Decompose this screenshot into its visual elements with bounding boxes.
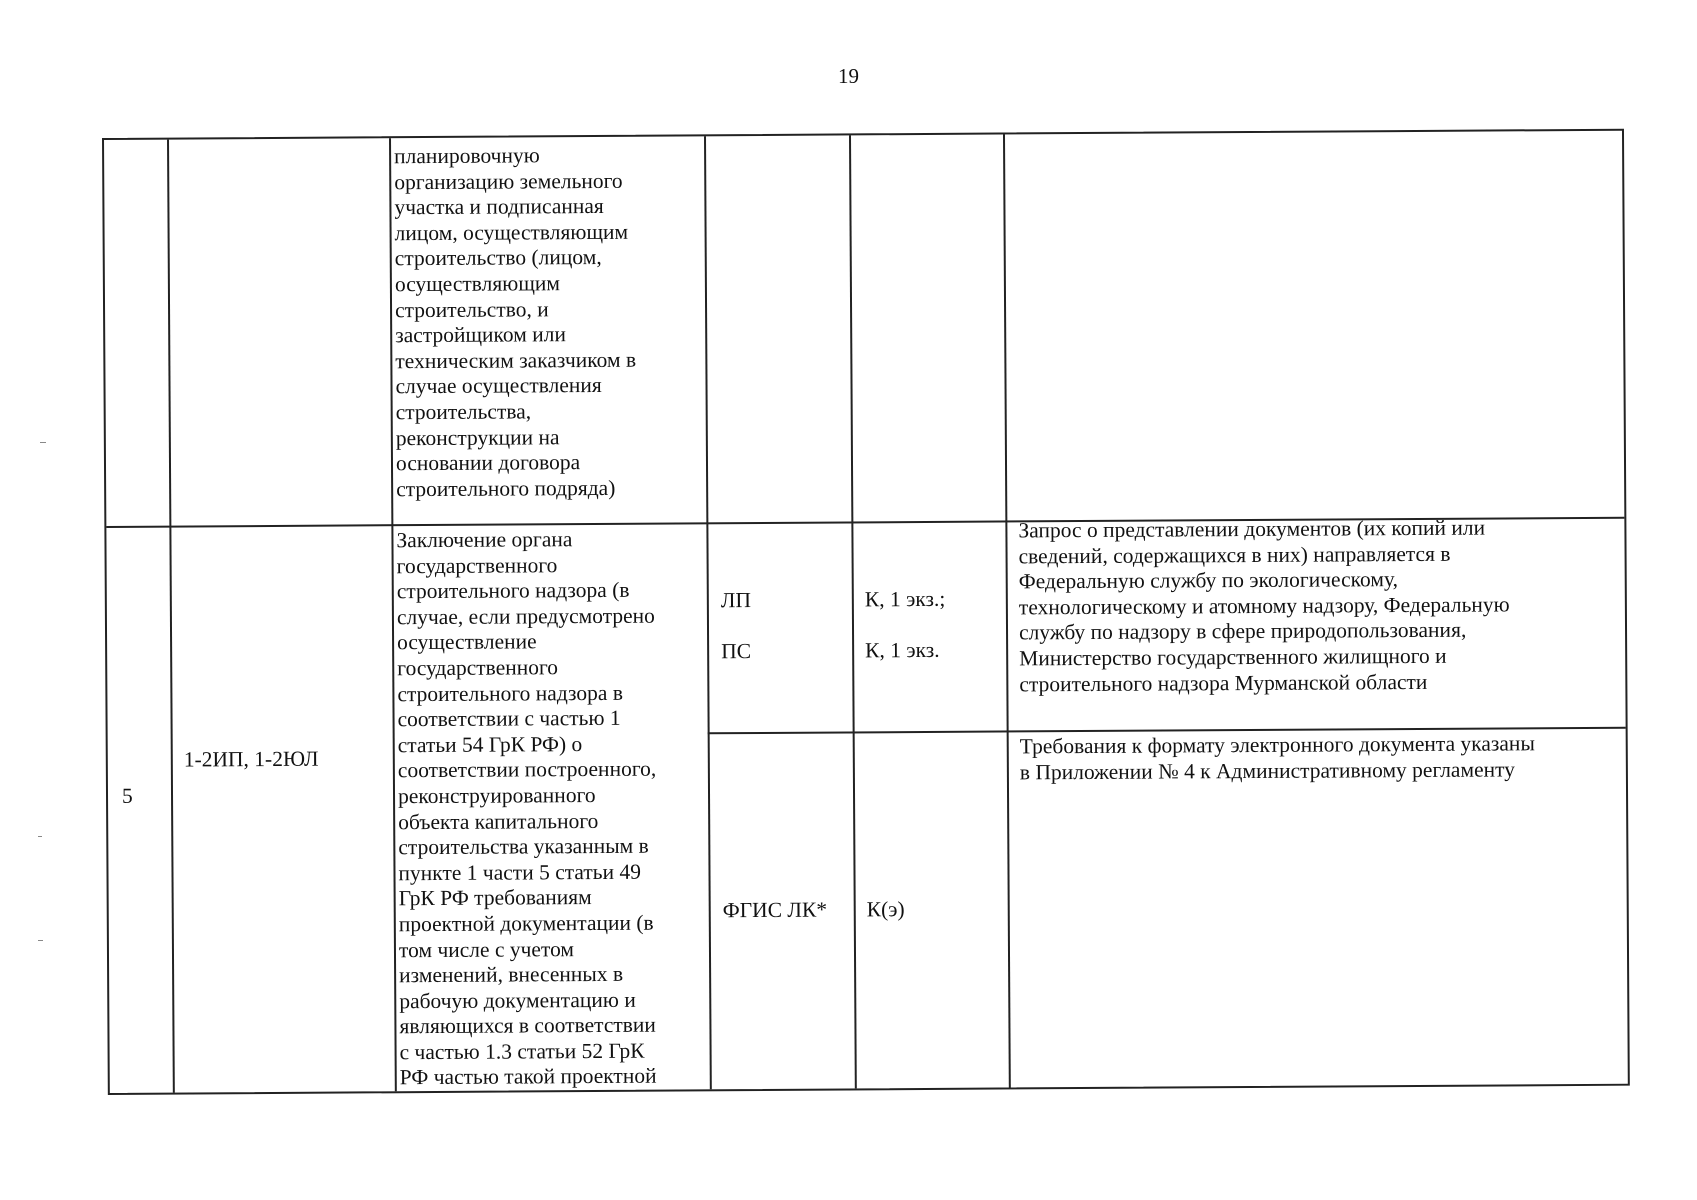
document-line: участка и подписанная	[394, 194, 604, 220]
document-line: том числе с учетом	[398, 936, 575, 962]
document-line: строительного надзора (в	[396, 577, 630, 604]
document-line: статьи 54 ГрК РФ) о	[397, 731, 583, 757]
document-line: случае, если предусмотрено	[396, 603, 655, 629]
form-ps: К, 1 экз.	[865, 637, 940, 663]
document-line: застройщиком или	[395, 322, 567, 348]
form-lp: К, 1 экз.;	[864, 586, 946, 612]
document-line: соответствии с частью 1	[397, 705, 621, 732]
document-line: являющихся в соответствии	[399, 1012, 656, 1039]
document-line: осуществляющим	[394, 271, 561, 297]
continuation-document-cell	[394, 143, 637, 503]
document-line: реконструкции на	[395, 424, 560, 450]
document-line: рабочую документацию и	[399, 987, 636, 1013]
document-line: РФ частью такой проектной	[399, 1064, 657, 1090]
request-line: Федеральную службу по экологическому,	[1018, 567, 1398, 594]
row-number: 5	[121, 783, 133, 808]
document-line: строительства указанным в	[398, 833, 649, 860]
format-line: Требования к формату электронного документа указаны	[1019, 731, 1535, 759]
document-line: государственного	[396, 552, 558, 578]
request-line: службу по надзору в сфере природопользования,	[1018, 618, 1467, 645]
column-divider	[167, 140, 174, 1093]
request-line: сведений, содержащихся в них) направляется в	[1018, 541, 1451, 569]
request-line: строительного надзора Мурманской области	[1019, 669, 1428, 696]
document-line: ГрК РФ требованиям	[398, 885, 592, 911]
document-line: Заключение органа	[396, 527, 573, 553]
column-divider	[1003, 134, 1010, 1087]
form-fgis: К(э)	[866, 897, 905, 922]
document-line: планировочную	[394, 143, 540, 169]
scan-speck	[40, 442, 46, 443]
document-line: реконструированного	[397, 782, 596, 809]
column-divider	[704, 136, 711, 1089]
document-line: строительство, и	[394, 296, 549, 322]
document-line: строительного подряда)	[396, 475, 616, 501]
document-line: объекта капитального	[398, 808, 599, 834]
document-line: изменений, внесенных в	[399, 961, 624, 988]
document-line: лицом, осуществляющим	[394, 219, 629, 245]
document-line: проектной документации (в	[398, 910, 654, 937]
applicant-category: 1-2ИП, 1-2ЮЛ	[183, 746, 319, 772]
document-line: организацию земельного	[394, 168, 623, 194]
format-line: в Приложении № 4 к Административному регламенту	[1019, 756, 1516, 784]
document-line: строительство (лицом,	[394, 245, 602, 271]
request-note	[1018, 515, 1510, 697]
column-divider	[849, 135, 856, 1088]
scan-speck	[38, 940, 43, 941]
channel-ps: ПС	[721, 639, 752, 664]
row-5-document-cell	[396, 527, 658, 1092]
document-line: техническим заказчиком в	[395, 347, 637, 373]
document-line: пункте 1 части 5 статьи 49	[398, 859, 642, 885]
document-table	[102, 129, 1630, 1095]
scan-speck	[38, 836, 42, 837]
document-line: случае осуществления	[395, 373, 602, 399]
document-line: строительства,	[395, 399, 532, 425]
format-note	[1020, 731, 1535, 785]
channel-lp: ЛП	[720, 588, 752, 613]
document-line: осуществление	[397, 629, 537, 655]
document-line: строительного надзора в	[397, 680, 624, 706]
document-line: с частью 1.3 статьи 52 ГрК	[399, 1038, 645, 1065]
document-line: государственного	[397, 655, 559, 681]
channel-fgis: ФГИС ЛК*	[722, 897, 828, 923]
document-line: основании договора	[395, 450, 581, 476]
page-number: 19	[838, 64, 859, 88]
document-line: соответствии построенного,	[397, 756, 657, 783]
request-line: Запрос о представлении документов (их копий или	[1018, 515, 1486, 543]
request-line: Министерство государственного жилищного и	[1019, 643, 1447, 671]
request-line: технологическому и атомному надзору, Федеральную	[1018, 592, 1510, 620]
